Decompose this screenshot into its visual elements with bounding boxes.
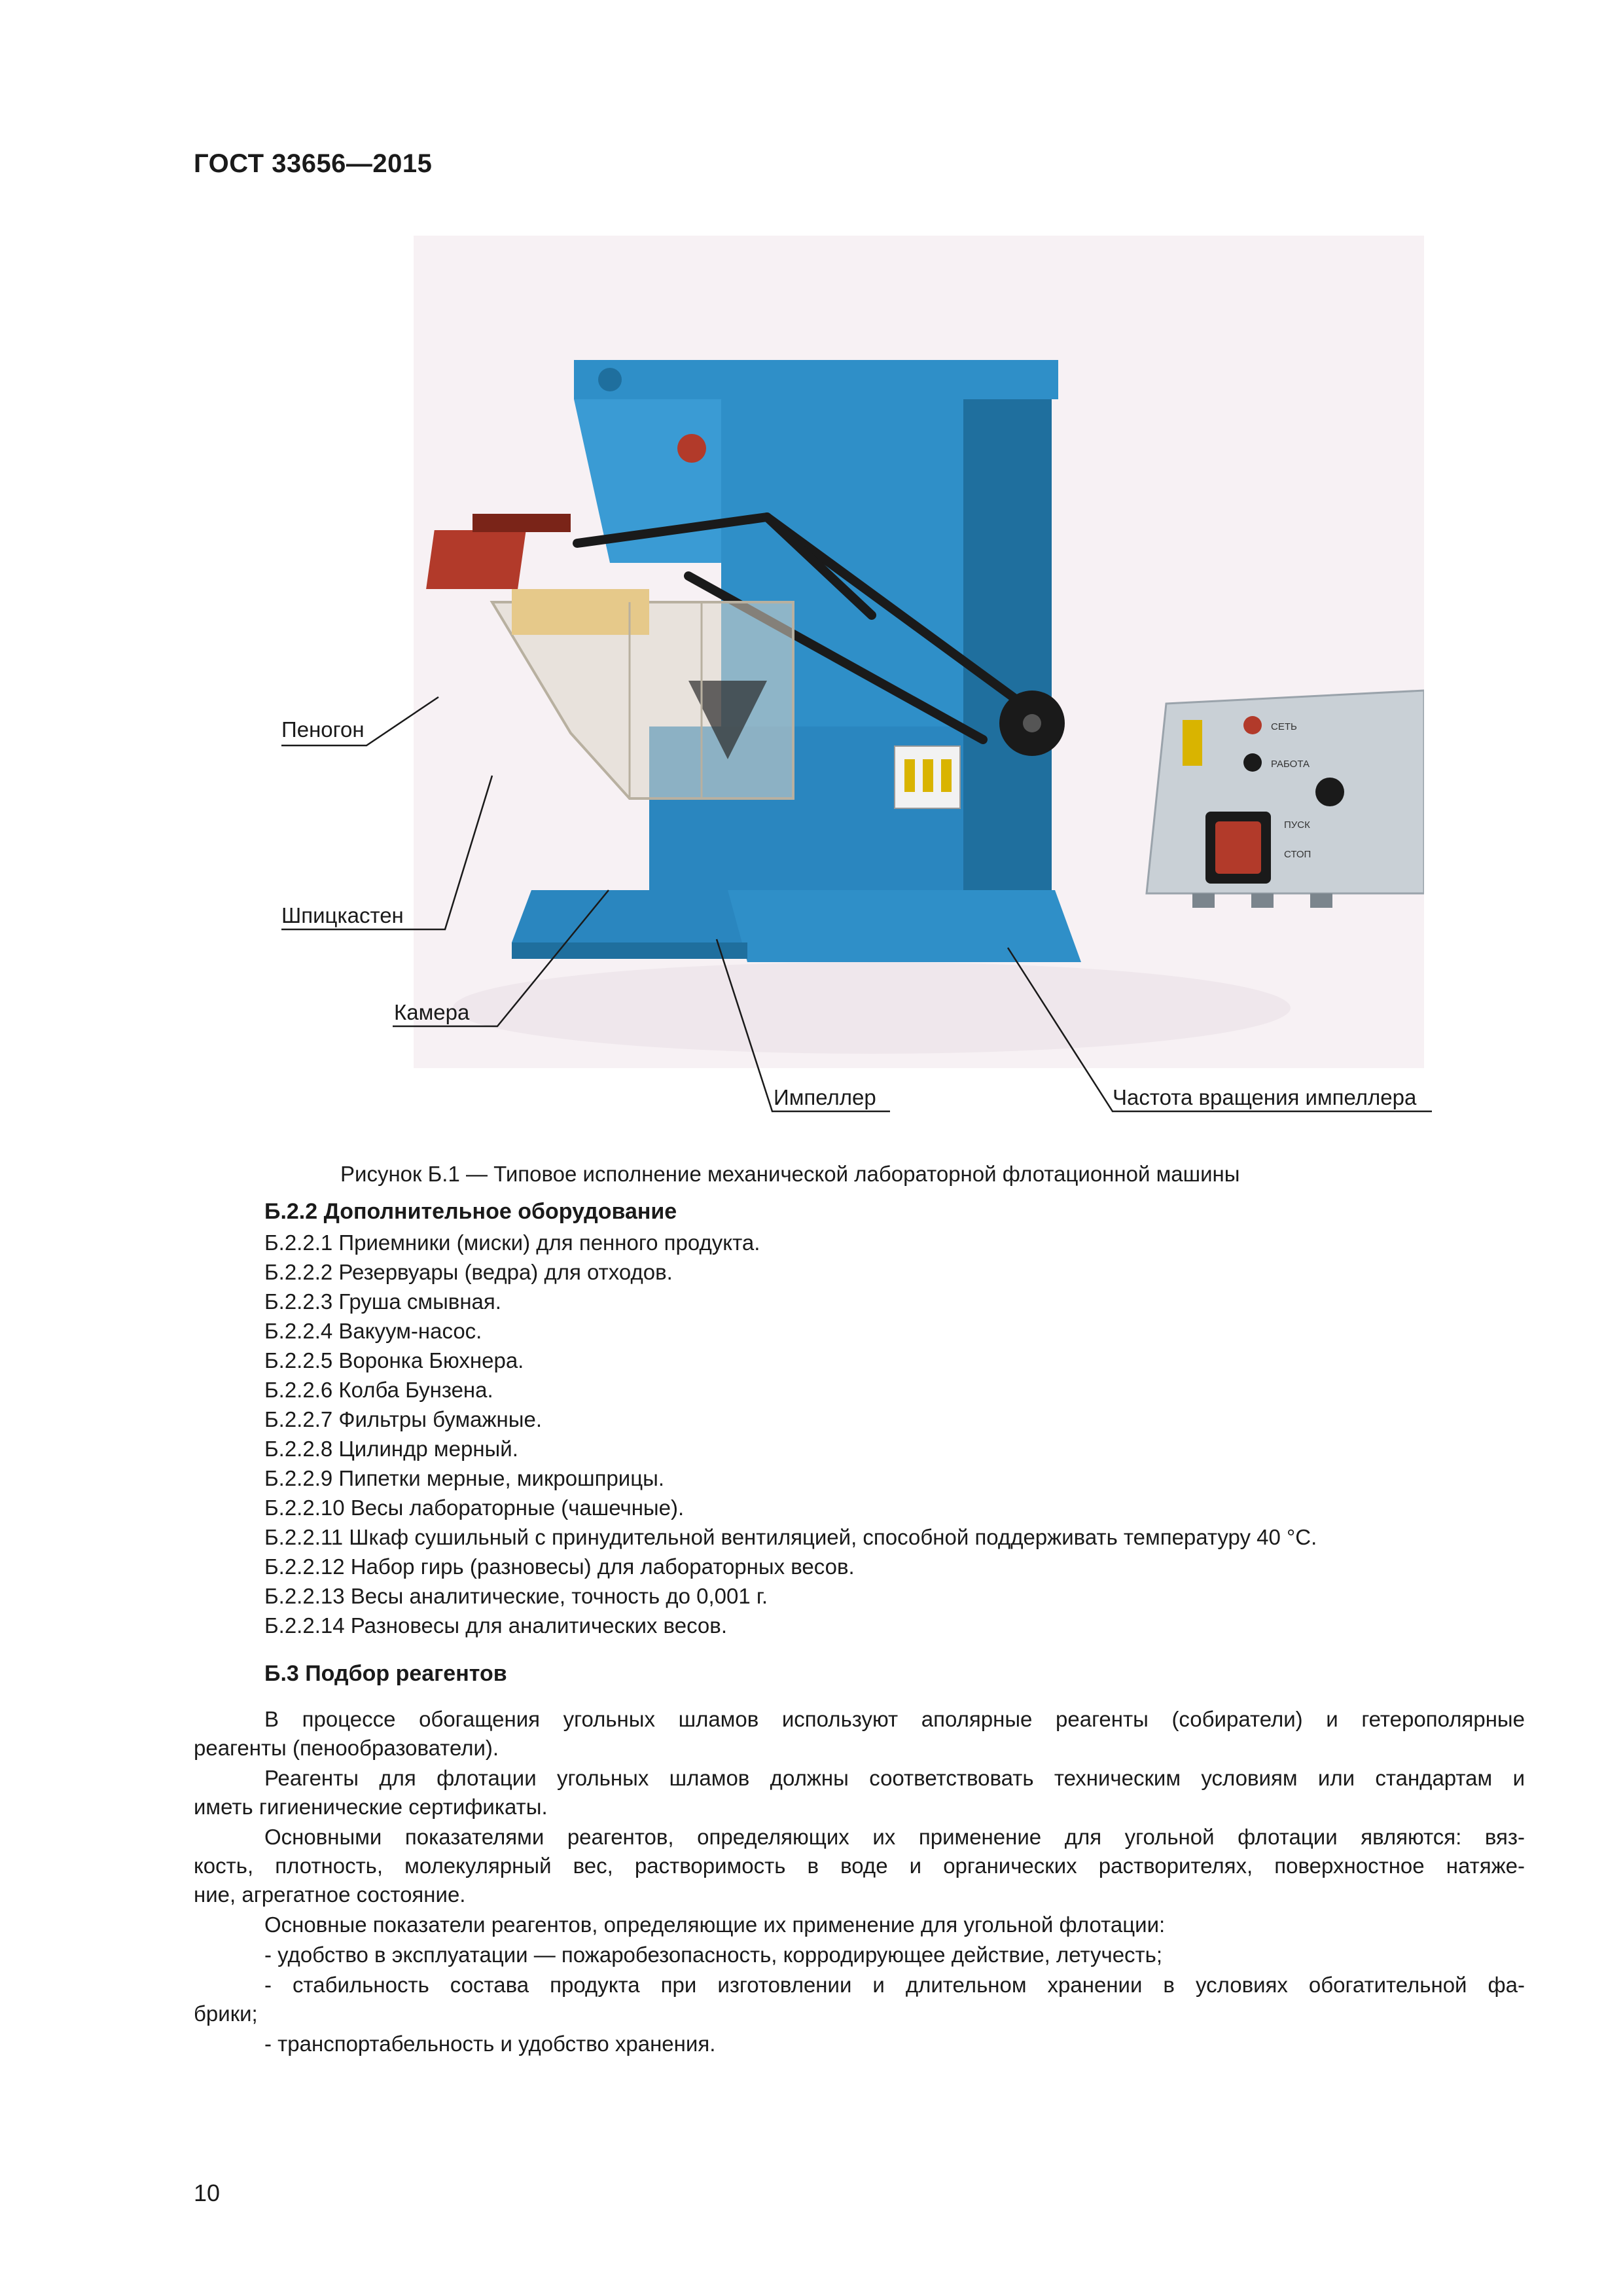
bullet-1: - удобство в эксплуатации — пожаробезопасность, корродирующее действие, летучесть; — [264, 1943, 1163, 1967]
equipment-list-item: Б.2.2.11 Шкаф сушильный с принудительной вентиляцией, способной поддерживать температуру 40 °С. — [264, 1525, 1317, 1549]
figure-caption: Рисунок Б.1 — Типовое исполнение механической лабораторной флотационной машины — [340, 1162, 1240, 1186]
paragraph-3-line-1: Основными показателями реагентов, определяющих их применение для угольной флотации являются: вяз- — [264, 1825, 1525, 1849]
bullet-3: - транспортабельность и удобство хранения. — [264, 2032, 716, 2056]
callout-penogon: Пеногон — [281, 717, 365, 742]
equipment-list-item: Б.2.2.10 Весы лабораторные (чашечные). — [264, 1496, 685, 1520]
paragraph-3-line-2: кость, плотность, молекулярный вес, растворимость в воде и органических растворителях, поверхностное натяже- — [194, 1854, 1525, 1878]
paragraph-1-line-1: В процессе обогащения угольных шламов используют аполярные реагенты (собиратели) и гетерополярные — [264, 1707, 1525, 1731]
paragraph-1-line-2: реагенты (пенообразователи). — [194, 1736, 499, 1760]
section-title-b22: Б.2.2 Дополнительное оборудование — [264, 1199, 677, 1224]
panel-label-rabota: РАБОТА — [1271, 759, 1310, 770]
equipment-list-item: Б.2.2.3 Груша смывная. — [264, 1289, 501, 1314]
equipment-list-item: Б.2.2.9 Пипетки мерные, микрошприцы. — [264, 1466, 665, 1490]
equipment-list-item: Б.2.2.14 Разновесы для аналитических весов. — [264, 1613, 727, 1638]
callout-kamera: Камера — [394, 1000, 470, 1024]
equipment-list-item: Б.2.2.6 Колба Бунзена. — [264, 1378, 493, 1402]
equipment-list-item: Б.2.2.7 Фильтры бумажные. — [264, 1407, 543, 1431]
flotation-chamber — [492, 589, 793, 798]
bullet-2-line-2: брики; — [194, 2001, 258, 2026]
bullet-2-line-1: - стабильность состава продукта при изготовлении и длительном хранении в условиях обогатительной фа- — [264, 1973, 1525, 1997]
section-title-b3: Б.3 Подбор реагентов — [264, 1661, 507, 1686]
equipment-list-item: Б.2.2.8 Цилиндр мерный. — [264, 1437, 518, 1461]
callout-shpitskasten: Шпицкастен — [281, 903, 404, 927]
callout-impeller: Импеллер — [774, 1085, 876, 1109]
equipment-list-item: Б.2.2.5 Воронка Бюхнера. — [264, 1348, 524, 1372]
equipment-list-item: Б.2.2.4 Вакуум-насос. — [264, 1319, 482, 1343]
paragraph-3-line-3: ние, агрегатное состояние. — [194, 1882, 466, 1907]
equipment-list-item: Б.2.2.2 Резервуары (ведра) для отходов. — [264, 1260, 673, 1284]
equipment-list-item: Б.2.2.12 Набор гирь (разновесы) для лабораторных весов. — [264, 1554, 855, 1579]
panel-label-set: СЕТЬ — [1271, 721, 1297, 732]
paragraph-4: Основные показатели реагентов, определяющие их применение для угольной флотации: — [264, 1912, 1166, 1937]
equipment-list-item: Б.2.2.1 Приемники (миски) для пенного продукта. — [264, 1230, 760, 1255]
control-panel — [1147, 691, 1424, 908]
document-header: ГОСТ 33656—2015 — [194, 149, 433, 178]
panel-label-stop: СТОП — [1284, 849, 1311, 860]
equipment-list-item: Б.2.2.13 Весы аналитические, точность до 0,001 г. — [264, 1584, 768, 1608]
paragraph-2-line-2: иметь гигиенические сертификаты. — [194, 1795, 548, 1819]
froth-paddle — [426, 514, 571, 589]
flotation-machine-photo — [414, 236, 1424, 1068]
callout-frequency: Частота вращения импеллера — [1113, 1085, 1417, 1109]
paragraph-2-line-1: Реагенты для флотации угольных шламов должны соответствовать техническим условиям или стандартам и — [264, 1766, 1525, 1790]
panel-label-pusk: ПУСК — [1284, 819, 1310, 831]
page-number: 10 — [194, 2179, 221, 2206]
